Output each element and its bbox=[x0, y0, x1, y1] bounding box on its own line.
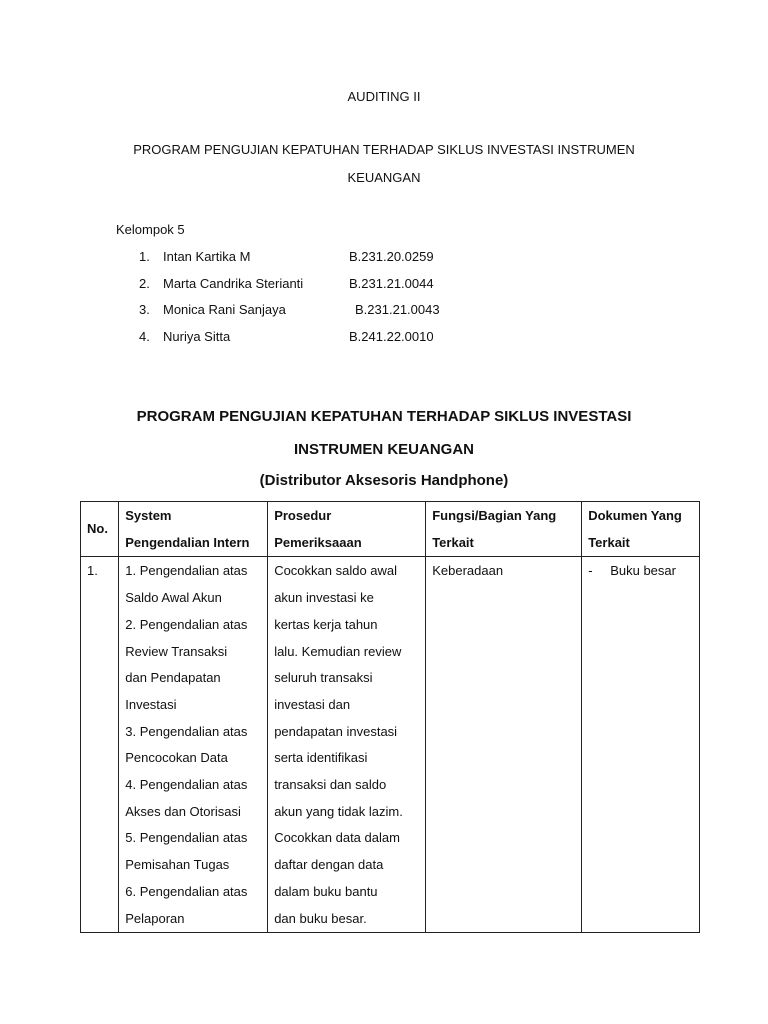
cell-fungsi: Keberadaan bbox=[426, 557, 582, 933]
prosedur-line: daftar dengan data bbox=[274, 857, 384, 873]
system-line: 4. Pengendalian atas bbox=[125, 777, 248, 793]
header-fungsi bbox=[426, 502, 582, 557]
dokumen-item bbox=[588, 558, 693, 585]
prosedur-line: investasi dan bbox=[274, 696, 351, 712]
prosedur-line: akun yang tidak lazim. bbox=[274, 803, 403, 819]
prosedur-line: dan buku besar. bbox=[274, 910, 367, 926]
system-line: 3. Pengendalian atas bbox=[125, 723, 248, 739]
system-line: 5. Pengendalian atas bbox=[125, 830, 248, 846]
document-title-line-1: PROGRAM PENGUJIAN KEPATUHAN TERHADAP SIKLUS INVESTASI INSTRUMEN bbox=[133, 142, 635, 157]
member-number: 1. bbox=[139, 249, 150, 264]
table-row bbox=[81, 557, 700, 933]
member-id: B.241.22.0010 bbox=[349, 329, 434, 345]
system-line: Investasi bbox=[125, 696, 177, 712]
member-number: 4. bbox=[139, 329, 150, 345]
header-prosedur-line-2: Pemeriksaaan bbox=[274, 534, 362, 550]
section-heading-line-1: PROGRAM PENGUJIAN KEPATUHAN TERHADAP SIKLUS INVESTASI bbox=[136, 408, 632, 425]
prosedur-line: seluruh transaksi bbox=[274, 670, 373, 686]
member-name: Marta Candrika Sterianti bbox=[163, 275, 304, 291]
prosedur-line: kertas kerja tahun bbox=[274, 616, 378, 632]
system-line: 2. Pengendalian atas bbox=[125, 616, 248, 632]
prosedur-line: pendapatan investasi bbox=[274, 723, 398, 739]
header-fungsi-line-2: Terkait bbox=[432, 534, 474, 550]
system-line: Pencocokan Data bbox=[125, 750, 228, 766]
prosedur-line: Cocokkan saldo awal bbox=[274, 563, 398, 579]
header-fungsi-line-1: Fungsi/Bagian Yang bbox=[432, 508, 557, 523]
compliance-test-table bbox=[80, 501, 700, 933]
system-line: Akses dan Otorisasi bbox=[125, 803, 241, 819]
member-name: Monica Rani Sanjaya bbox=[163, 302, 286, 318]
prosedur-line: transaksi dan saldo bbox=[274, 777, 387, 793]
header-dokumen-line-1: Dokumen Yang bbox=[588, 508, 682, 523]
system-line: Pelaporan bbox=[125, 910, 185, 926]
header-prosedur bbox=[268, 502, 426, 557]
table-header-row bbox=[81, 502, 700, 557]
header-dokumen bbox=[582, 502, 700, 557]
system-line: Pemisahan Tugas bbox=[125, 857, 230, 873]
cell-dokumen bbox=[582, 557, 700, 933]
cell-no: 1. bbox=[81, 557, 119, 933]
header-system bbox=[119, 502, 268, 557]
prosedur-line: Cocokkan data dalam bbox=[274, 830, 400, 846]
document-title-line-2: KEUANGAN bbox=[347, 170, 421, 185]
header-system-line-1: System bbox=[125, 508, 172, 523]
system-line: 1. Pengendalian atas bbox=[125, 563, 248, 579]
system-line: Saldo Awal Akun bbox=[125, 590, 222, 606]
prosedur-line: dalam buku bantu bbox=[274, 883, 378, 899]
member-name: Intan Kartika M bbox=[163, 249, 251, 264]
header-dokumen-line-2: Terkait bbox=[588, 534, 630, 550]
group-label: Kelompok 5 bbox=[116, 222, 185, 237]
header-prosedur-line-1: Prosedur bbox=[274, 508, 332, 523]
system-line: dan Pendapatan bbox=[125, 670, 221, 686]
cell-system bbox=[119, 557, 268, 933]
member-id: B.231.20.0259 bbox=[349, 249, 434, 264]
dokumen-text: Buku besar bbox=[610, 563, 676, 579]
prosedur-line: lalu. Kemudian review bbox=[274, 643, 402, 659]
member-id: B.231.21.0043 bbox=[355, 302, 440, 318]
member-name: Nuriya Sitta bbox=[163, 329, 231, 345]
course-title: AUDITING II bbox=[347, 89, 421, 104]
section-subheading: (Distributor Aksesoris Handphone) bbox=[259, 472, 509, 489]
header-no: No. bbox=[81, 502, 119, 557]
prosedur-line: akun investasi ke bbox=[274, 590, 374, 606]
prosedur-line: serta identifikasi bbox=[274, 750, 368, 766]
section-heading-line-2: INSTRUMEN KEUANGAN bbox=[294, 441, 474, 458]
dokumen-dash: - bbox=[588, 563, 593, 579]
member-number: 2. bbox=[139, 275, 150, 291]
member-id: B.231.21.0044 bbox=[349, 275, 434, 291]
member-number: 3. bbox=[139, 302, 150, 318]
header-system-line-2: Pengendalian Intern bbox=[125, 534, 250, 550]
system-line: 6. Pengendalian atas bbox=[125, 883, 248, 899]
cell-prosedur bbox=[268, 557, 426, 933]
system-line: Review Transaksi bbox=[125, 643, 228, 659]
